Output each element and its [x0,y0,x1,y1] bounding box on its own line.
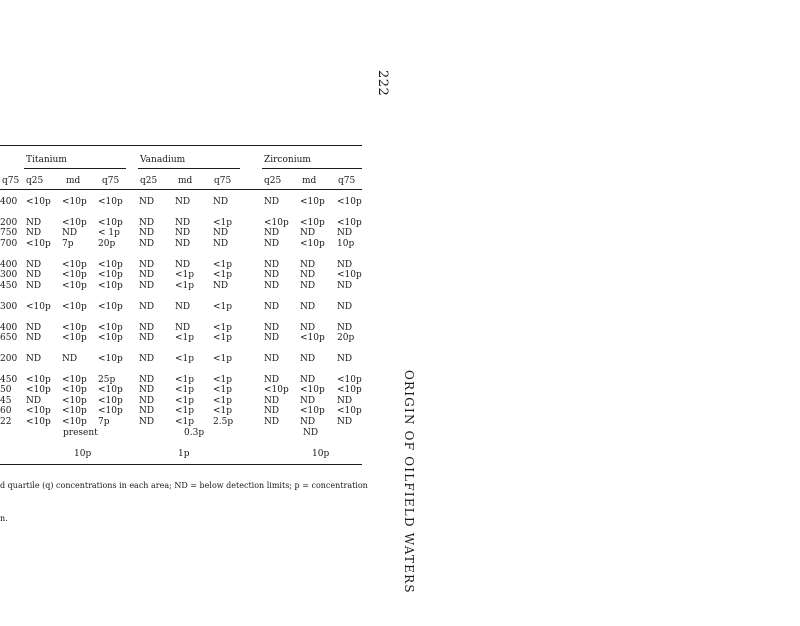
table-cell: < 1p [98,228,120,238]
group-rule-vanadium [138,168,240,169]
table-cell: ND [264,260,280,270]
table-cell: ND [139,385,155,395]
table-cell: ND [213,197,229,207]
table-cell: <10p [62,197,87,207]
table-cell: <10p [62,406,87,416]
table-cell: <1p [175,270,195,280]
table-cell: 20p [98,239,116,249]
table-cell: 400 [0,260,18,270]
table-cell: <10p [26,417,51,427]
table-cell: <1p [175,385,195,395]
table-cell: <1p [175,281,195,291]
table-cell: <10p [62,302,87,312]
group-header-titanium: Titanium [26,155,67,165]
present-note: present [63,428,98,438]
table-cell: <10p [26,375,51,385]
bottom-rule [0,464,362,465]
table-cell: <10p [98,270,123,280]
table-cell: ND [139,396,155,406]
table-cell: ND [337,302,353,312]
table-cell: <1p [175,333,195,343]
table-cell: ND [264,406,280,416]
table-cell: ND [213,281,229,291]
table-cell: ND [337,228,353,238]
col-header: md [66,176,81,186]
table-cell: <10p [300,333,325,343]
table-cell: <10p [98,385,123,395]
col-header: md [302,176,317,186]
table-cell: 650 [0,333,18,343]
table-cell: 25p [98,375,116,385]
table-cell: ND [175,218,191,228]
table-cell: <10p [62,333,87,343]
table-cell: ND [337,417,353,427]
table-cell: <10p [98,260,123,270]
table-cell: 300 [0,302,18,312]
table-cell: ND [62,354,78,364]
table-cell: ND [175,239,191,249]
col-header: q75 [214,176,232,186]
table-cell: ND [264,239,280,249]
col-header: q75 [338,176,356,186]
table-cell: <10p [62,260,87,270]
table-cell: ND [139,281,155,291]
table-cell: ND [175,228,191,238]
col-header: md [178,176,193,186]
top-rule [0,145,362,146]
table-cell: <10p [337,197,362,207]
table-cell: 20p [337,333,355,343]
table-cell: ND [26,396,42,406]
table-cell: ND [139,354,155,364]
table-cell: ND [300,417,316,427]
table-cell: ND [337,396,353,406]
table-cell: <10p [62,375,87,385]
table-cell: <1p [175,396,195,406]
table-cell: <10p [300,406,325,416]
table-cell: <10p [62,385,87,395]
table-cell: <10p [98,302,123,312]
table-cell: 400 [0,323,18,333]
table-cell: <1p [175,406,195,416]
col-header: q75 [102,176,120,186]
table-cell: 22 [0,417,12,427]
table-cell: ND [264,375,280,385]
table-cell: <10p [62,396,87,406]
table-cell: ND [300,375,316,385]
table-cell: 750 [0,228,18,238]
table-cell: <10p [62,281,87,291]
table-cell: ND [300,354,316,364]
table-cell: <1p [213,396,233,406]
table-cell: ND [139,323,155,333]
table-cell: <10p [26,406,51,416]
table-cell: ND [26,323,42,333]
table-cell: ND [26,281,42,291]
table-cell: ND [264,333,280,343]
table-cell: ND [264,281,280,291]
table-cell: <1p [213,385,233,395]
table-cell: <1p [213,302,233,312]
table-cell: ND [139,406,155,416]
table-cell: ND [300,270,316,280]
table-cell: <1p [213,375,233,385]
table-cell: ND [139,197,155,207]
table-cell: ND [139,333,155,343]
table-cell: <10p [300,197,325,207]
table-cell: <10p [62,270,87,280]
table-cell: ND [26,228,42,238]
table-cell: 7p [98,417,110,427]
table-cell: 300 [0,270,18,280]
table-cell: ND [337,260,353,270]
table-cell: ND [264,270,280,280]
table-cell: ND [337,323,353,333]
table-cell: ND [139,302,155,312]
present-note: ND [303,428,319,438]
detection-limit: 10p [312,449,330,459]
table-cell: ND [264,197,280,207]
table-cell: ND [213,228,229,238]
page-number: 222 [375,70,390,97]
table-cell: ND [300,260,316,270]
table-cell: <10p [337,375,362,385]
table-cell: <1p [213,270,233,280]
footnote-line-2: n. [0,514,8,523]
table-cell: ND [300,323,316,333]
table-cell: ND [26,333,42,343]
table-cell: <10p [337,385,362,395]
table-cell: <1p [213,406,233,416]
group-header-vanadium: Vanadium [140,155,186,165]
table-cell: ND [264,302,280,312]
table-cell: ND [300,302,316,312]
present-note: 0.3p [184,428,205,438]
table-cell: <10p [300,218,325,228]
table-cell: <10p [300,239,325,249]
table-cell: ND [139,260,155,270]
table-cell: <10p [26,239,51,249]
table-cell: ND [175,323,191,333]
table-cell: ND [300,281,316,291]
table-cell: <1p [175,354,195,364]
table-cell: ND [139,228,155,238]
table-cell: <10p [62,323,87,333]
table-cell: <10p [337,218,362,228]
table-cell: ND [139,270,155,280]
table-cell: <10p [98,396,123,406]
table-cell: <10p [62,417,87,427]
table-cell: 2.5p [213,417,234,427]
table-cell: ND [26,260,42,270]
table-cell: 7p [62,239,74,249]
table-cell: ND [26,270,42,280]
table-cell: ND [26,354,42,364]
table-cell: <10p [26,302,51,312]
table-cell: <10p [337,406,362,416]
table-cell: ND [62,228,78,238]
table-cell: 450 [0,281,18,291]
table-cell: <10p [98,354,123,364]
table-cell: ND [139,218,155,228]
table-cell: ND [264,354,280,364]
table-cell: 700 [0,239,18,249]
table-cell: <10p [98,406,123,416]
group-rule-zirconium [262,168,362,169]
table-cell: ND [139,375,155,385]
table-cell: 45 [0,396,12,406]
table-cell: ND [300,396,316,406]
table-cell: ND [26,218,42,228]
table-cell: <10p [98,333,123,343]
table-cell: <1p [213,218,233,228]
table-cell: ND [264,323,280,333]
table-cell: ND [139,239,155,249]
table-cell: ND [175,302,191,312]
table-cell: ND [264,228,280,238]
table-cell: ND [175,197,191,207]
table-cell: <10p [264,218,289,228]
group-rule-titanium [24,168,126,169]
detection-limit: 10p [74,449,92,459]
group-header-zirconium: Zirconium [264,155,311,165]
running-head: ORIGIN OF OILFIELD WATERS [402,370,416,594]
table-cell: <10p [98,323,123,333]
table-cell: ND [337,281,353,291]
table-cell: <1p [213,333,233,343]
table-cell: <1p [213,260,233,270]
table-cell: <10p [300,385,325,395]
table-cell: ND [213,239,229,249]
col-header: q75 [2,176,20,186]
table-cell: ND [264,417,280,427]
table-cell: <10p [98,197,123,207]
table-cell: <10p [264,385,289,395]
table-cell: ND [264,396,280,406]
table-cell: <1p [213,323,233,333]
table-cell: 60 [0,406,12,416]
table-cell: 200 [0,354,18,364]
table-cell: ND [300,228,316,238]
table-cell: <10p [337,270,362,280]
table-cell: <1p [175,417,195,427]
table-cell: <10p [26,197,51,207]
table-cell: <10p [26,385,51,395]
col-header: q25 [264,176,282,186]
col-header: q25 [26,176,44,186]
table-cell: <10p [98,218,123,228]
col-header: q25 [140,176,158,186]
table-cell: ND [175,260,191,270]
table-cell: 400 [0,197,18,207]
table-cell: 50 [0,385,12,395]
header-rule [0,189,362,190]
table-cell: 200 [0,218,18,228]
table-cell: <10p [62,218,87,228]
detection-limit: 1p [178,449,190,459]
table-cell: ND [139,417,155,427]
table-cell: ND [337,354,353,364]
table-cell: <1p [175,375,195,385]
table-cell: 450 [0,375,18,385]
table-cell: 10p [337,239,355,249]
table-cell: <1p [213,354,233,364]
table-cell: <10p [98,281,123,291]
footnote-line-1: d quartile (q) concentrations in each area; ND = below detection limits; p = concentration [0,481,368,490]
